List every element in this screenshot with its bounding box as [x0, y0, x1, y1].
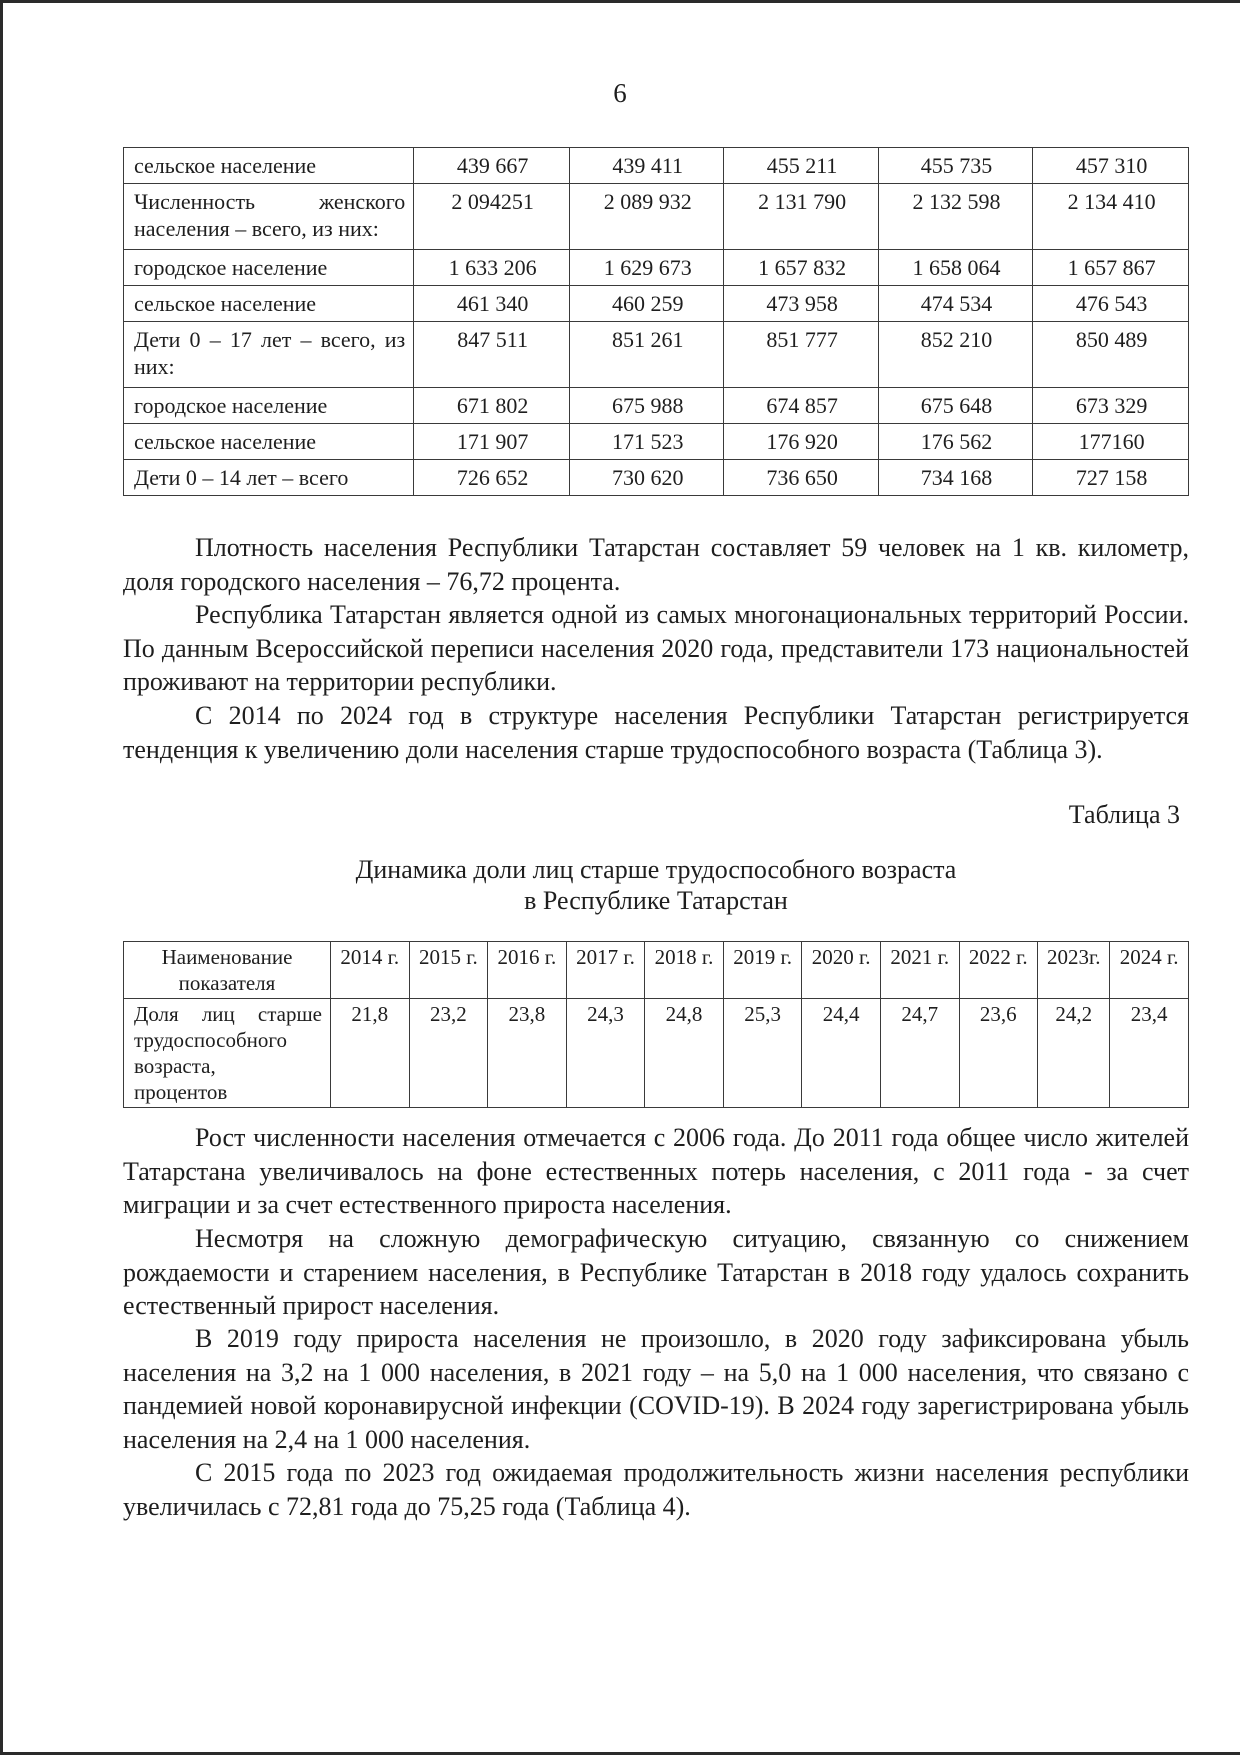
cell-value: 473 958	[724, 286, 878, 322]
cell-value: 2 131 790	[724, 184, 878, 250]
row-label-line: процентов	[134, 1080, 228, 1104]
cell-value: 24,7	[880, 999, 959, 1108]
cell-value: 675 988	[570, 388, 724, 424]
table-row	[124, 250, 1189, 286]
page-border-top	[0, 0, 1240, 3]
cell-value: 457 310	[1033, 148, 1189, 184]
row-label-line: возраста,	[134, 1054, 216, 1078]
column-header-year: 2016 г.	[488, 942, 567, 999]
table-row	[124, 148, 1189, 184]
paragraph-density: Плотность населения Республики Татарстан составляет 59 человек на 1 кв. километр, доля городского населения – 76,72 процента.	[123, 533, 1189, 596]
table-row	[124, 286, 1189, 322]
cell-value: 23,6	[959, 999, 1038, 1108]
paragraph-nationalities: Республика Татарстан является одной из самых многонациональных территорий России. По данным Всероссийской переписи населения 2020 года, представители 173 национальностей проживают на территории республики.	[123, 600, 1189, 696]
row-label-line: Дети 0 – 17 лет – всего, из	[134, 327, 406, 352]
table-row	[124, 184, 1189, 250]
table-3-label: Таблица 3	[1068, 800, 1180, 829]
row-label: городское население	[124, 388, 414, 424]
column-header-year: 2019 г.	[723, 942, 802, 999]
cell-value: 455 211	[724, 148, 878, 184]
cell-value: 460 259	[570, 286, 724, 322]
column-header-year: 2014 г.	[331, 942, 410, 999]
cell-value: 673 329	[1033, 388, 1189, 424]
table-3-title-line: Динамика доли лиц старше трудоспособного возраста	[355, 855, 957, 884]
cell-value: 23,8	[488, 999, 567, 1108]
table-row	[124, 322, 1189, 388]
cell-value: 171 523	[570, 424, 724, 460]
cell-value: 476 543	[1033, 286, 1189, 322]
cell-value: 852 210	[878, 322, 1032, 388]
cell-value: 671 802	[414, 388, 570, 424]
row-label: сельское население	[124, 424, 414, 460]
cell-value: 24,4	[802, 999, 881, 1108]
cell-value: 25,3	[723, 999, 802, 1108]
table-3-title	[123, 854, 1189, 916]
table-row	[124, 999, 1189, 1108]
column-header-year: 2021 г.	[880, 942, 959, 999]
elderly-share-table	[123, 941, 1189, 1108]
row-label	[124, 322, 414, 388]
column-header-year: 2020 г.	[802, 942, 881, 999]
row-label: сельское население	[124, 286, 414, 322]
column-header-year: 2022 г.	[959, 942, 1038, 999]
table-row	[124, 424, 1189, 460]
column-header-year: 2023г.	[1038, 942, 1110, 999]
cell-value: 2 089 932	[570, 184, 724, 250]
cell-value: 177160	[1033, 424, 1189, 460]
cell-value: 2 134 410	[1033, 184, 1189, 250]
row-label	[124, 999, 331, 1108]
cell-value: 1 657 867	[1033, 250, 1189, 286]
cell-value: 21,8	[331, 999, 410, 1108]
cell-value: 455 735	[878, 148, 1032, 184]
cell-value: 847 511	[414, 322, 570, 388]
column-header-year: 2015 г.	[409, 942, 488, 999]
cell-value: 1 658 064	[878, 250, 1032, 286]
cell-value: 850 489	[1033, 322, 1189, 388]
cell-value: 24,8	[645, 999, 724, 1108]
cell-value: 24,3	[566, 999, 645, 1108]
row-label: Дети 0 – 14 лет – всего	[124, 460, 414, 496]
cell-value: 727 158	[1033, 460, 1189, 496]
cell-value: 851 261	[570, 322, 724, 388]
table-row	[124, 460, 1189, 496]
cell-value: 474 534	[878, 286, 1032, 322]
paragraph-population-decline: В 2019 году прироста населения не произошло, в 2020 году зафиксирована убыль населения на 3,2 на 1 000 населения, в 2021 году – на 5,0 на 1 000 населения, что связано с пандемией новой коронавирусной инфекции (COVID-19). В 2024 году зарегистрирована убыль населения на 2,4 на 1 000 населения.	[123, 1324, 1189, 1454]
cell-value: 1 657 832	[724, 250, 878, 286]
cell-value: 736 650	[724, 460, 878, 496]
cell-value: 2 094251	[414, 184, 570, 250]
table-3-title-line: в Республике Татарстан	[524, 886, 788, 915]
cell-value: 1 629 673	[570, 250, 724, 286]
cell-value: 851 777	[724, 322, 878, 388]
cell-value: 439 411	[570, 148, 724, 184]
cell-value: 2 132 598	[878, 184, 1032, 250]
table-header-row	[124, 942, 1189, 999]
row-label: городское население	[124, 250, 414, 286]
column-header-year: 2018 г.	[645, 942, 724, 999]
page-number: 6	[613, 78, 627, 108]
cell-value: 461 340	[414, 286, 570, 322]
row-label-line: Численность женского	[134, 189, 406, 214]
table-row	[124, 388, 1189, 424]
row-label-line: Доля лиц старше	[134, 1002, 322, 1026]
cell-value: 24,2	[1038, 999, 1110, 1108]
paragraph-age-structure: С 2014 по 2024 год в структуре населения Республики Татарстан регистрируется тенденция к увеличению доли населения старше трудоспособного возраста (Таблица 3).	[123, 701, 1189, 764]
cell-value: 176 920	[724, 424, 878, 460]
row-label-line: них:	[134, 354, 175, 379]
cell-value: 726 652	[414, 460, 570, 496]
cell-value: 674 857	[724, 388, 878, 424]
cell-value: 730 620	[570, 460, 724, 496]
population-table	[123, 147, 1189, 496]
row-label-line: населения – всего, из них:	[134, 216, 379, 241]
paragraph-life-expectancy: С 2015 года по 2023 год ожидаемая продолжительность жизни населения республики увеличилась с 72,81 года до 75,25 года (Таблица 4).	[123, 1458, 1189, 1521]
column-header-year: 2017 г.	[566, 942, 645, 999]
column-header-year: 2024 г.	[1110, 942, 1189, 999]
row-label	[124, 184, 414, 250]
cell-value: 171 907	[414, 424, 570, 460]
cell-value: 675 648	[878, 388, 1032, 424]
column-header-name: Наименование показателя	[124, 942, 331, 999]
paragraph-natural-growth: Несмотря на сложную демографическую ситуацию, связанную со снижением рождаемости и старением населения, в Республике Татарстан в 2018 году удалось сохранить естественный прирост населения.	[123, 1224, 1189, 1320]
row-label-line: трудоспособного	[134, 1028, 287, 1052]
cell-value: 1 633 206	[414, 250, 570, 286]
cell-value: 734 168	[878, 460, 1032, 496]
cell-value: 176 562	[878, 424, 1032, 460]
cell-value: 23,2	[409, 999, 488, 1108]
cell-value: 23,4	[1110, 999, 1189, 1108]
paragraph-population-growth: Рост численности населения отмечается с 2006 года. До 2011 года общее число жителей Татарстана увеличивалось на фоне естественных потерь населения, с 2011 года - за счет миграции и за счет естественного прироста населения.	[123, 1123, 1189, 1219]
row-label: сельское население	[124, 148, 414, 184]
page-border-left	[0, 0, 3, 1755]
cell-value: 439 667	[414, 148, 570, 184]
